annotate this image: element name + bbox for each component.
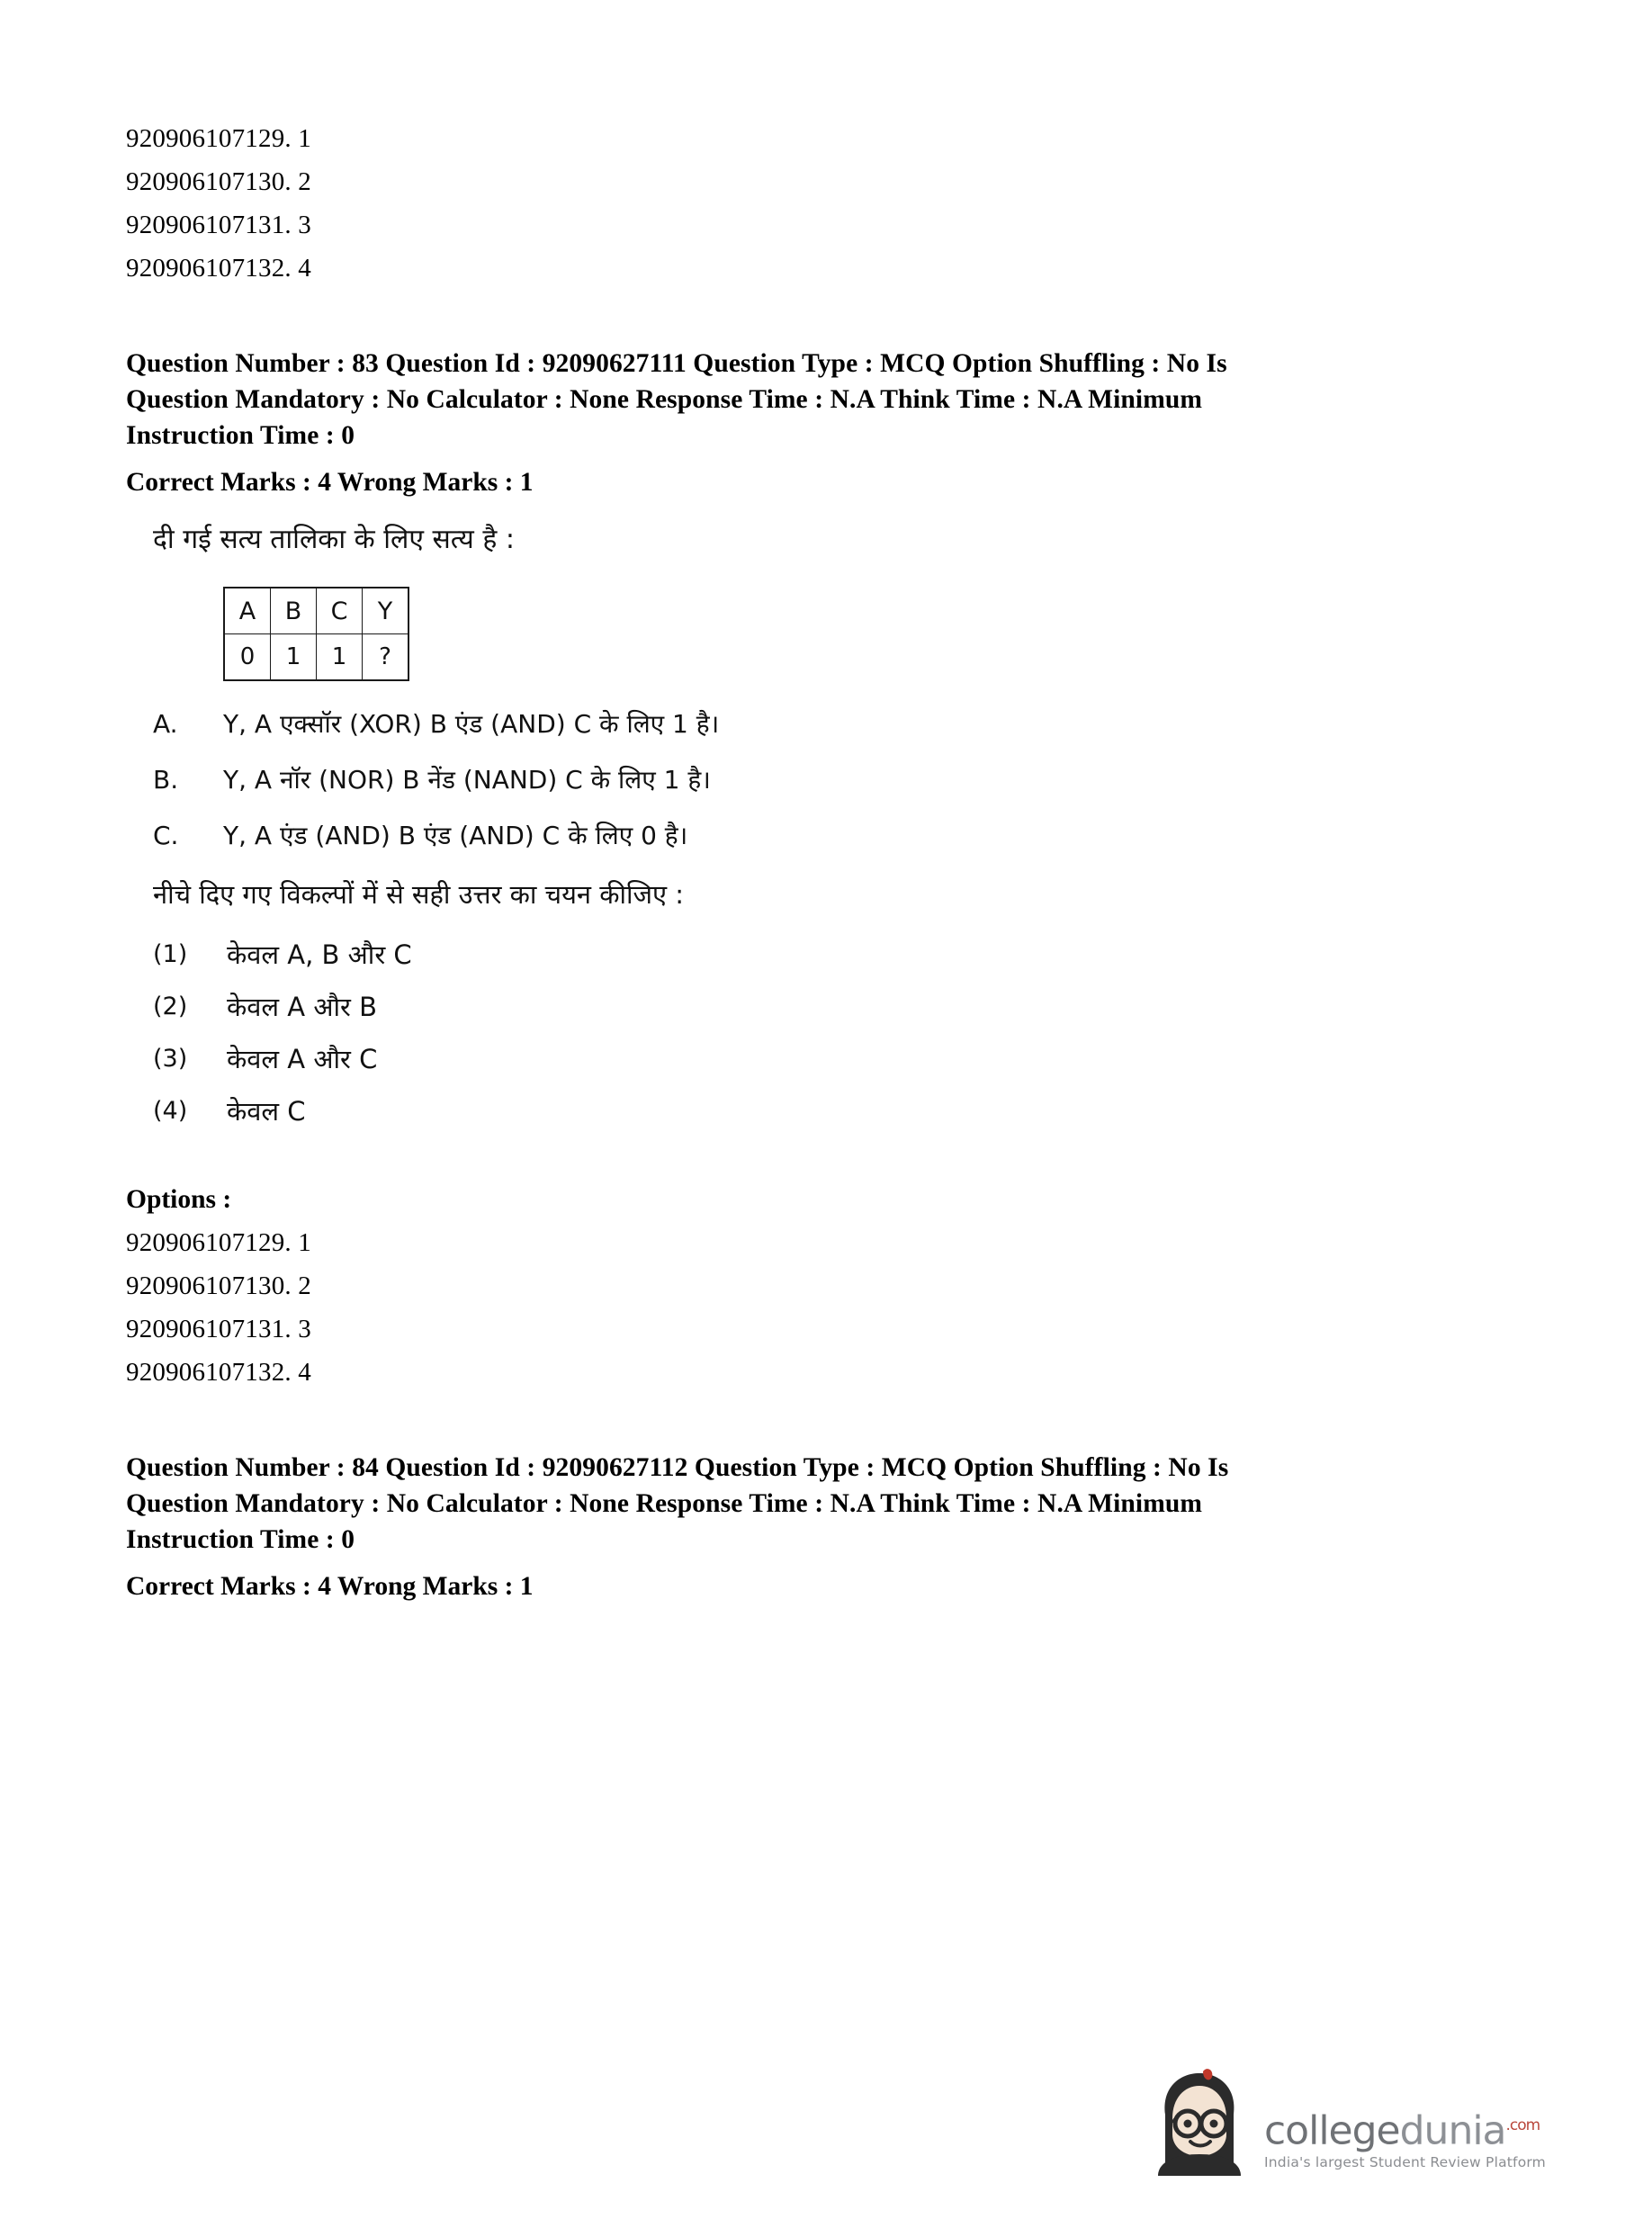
brand-name-part-2: dunia [1399, 2108, 1506, 2154]
statement-text: Y, A एक्सॉर (XOR) B एंड (AND) C के लिए 1 है। [223, 709, 720, 739]
question-meta [126, 346, 1494, 454]
statement-label: C. [153, 821, 179, 850]
collegedunia-mascot-icon [1149, 2068, 1250, 2176]
option-id-line: 920906107132. 4 [126, 254, 311, 283]
section-spacer [126, 290, 1494, 346]
question-meta [126, 1450, 1494, 1558]
truth-table-header-cell: C [317, 588, 363, 634]
answer-choice-list [153, 937, 1494, 1129]
question-meta-line-1: Question Number : 84 Question Id : 92090627112 Question Type : MCQ Option Shuffling : No Is [126, 1453, 1229, 1482]
question-meta-line-2: Question Mandatory : No Calculator : None Response Time : N.A Think Time : N.A Minimum [126, 1489, 1203, 1518]
option-id-line: 920906107130. 2 [126, 167, 311, 196]
option-id-line: 920906107129. 1 [126, 124, 311, 153]
statement-label: A. [153, 709, 178, 739]
answer-choice [153, 1093, 1494, 1129]
document-content [126, 117, 1494, 1608]
answer-choice-text: केवल A, B और C [227, 939, 412, 970]
truth-table-cell: 0 [224, 634, 271, 681]
question-marks: Correct Marks : 4 Wrong Marks : 1 [126, 468, 534, 497]
answer-choice-number: (4) [153, 1097, 188, 1125]
statement-item [153, 706, 1494, 742]
answer-choice [153, 989, 1494, 1025]
truth-table-header-cell: B [271, 588, 317, 634]
answer-choice-text: केवल A और C [227, 1044, 378, 1074]
option-id-line: 920906107130. 2 [126, 1271, 311, 1300]
statement-text: Y, A एंड (AND) B एंड (AND) C के लिए 0 है। [223, 821, 688, 850]
question-stem: दी गई सत्य तालिका के लिए सत्य है : [153, 524, 515, 555]
truth-table-header-cell: Y [363, 588, 409, 634]
spacer [126, 504, 1494, 520]
brand-name-suffix: .com [1505, 2116, 1540, 2135]
brand-name [1264, 2105, 1540, 2152]
collegedunia-watermark [1149, 2068, 1546, 2176]
question-block-83 [126, 346, 1494, 1394]
question-block-84 [126, 1450, 1494, 1608]
options-label: Options : [126, 1185, 232, 1214]
option-id-line: 920906107131. 3 [126, 1315, 311, 1343]
brand-tagline: India's largest Student Review Platform [1263, 2154, 1546, 2170]
brand-name-part-1: college [1263, 2108, 1400, 2154]
truth-table-header-cell: A [224, 588, 271, 634]
answer-choice [153, 1041, 1494, 1077]
answer-choice-text: केवल A और B [227, 992, 377, 1022]
question-meta-line-3: Instruction Time : 0 [126, 1525, 355, 1554]
statement-text: Y, A नॉर (NOR) B नेंड (NAND) C के लिए 1 है। [223, 765, 711, 795]
truth-table-header-row [224, 588, 409, 634]
question-option-ids [126, 1221, 1494, 1394]
statement-item [153, 818, 1494, 854]
question-marks: Correct Marks : 4 Wrong Marks : 1 [126, 1572, 534, 1601]
previous-question-option-ids [126, 117, 1494, 290]
answer-choice-text: केवल C [227, 1096, 306, 1127]
collegedunia-wordmark [1264, 2105, 1546, 2176]
spacer [126, 1145, 1494, 1178]
answer-choice-number: (3) [153, 1045, 188, 1073]
truth-table [223, 587, 409, 681]
option-id-line: 920906107132. 4 [126, 1358, 311, 1387]
question-meta-line-3: Instruction Time : 0 [126, 421, 355, 450]
option-id-line: 920906107129. 1 [126, 1228, 311, 1257]
statement-item [153, 762, 1494, 798]
truth-table-cell: 1 [317, 634, 363, 681]
section-spacer [126, 1394, 1494, 1450]
question-meta-line-2: Question Mandatory : No Calculator : None Response Time : N.A Think Time : N.A Minimum [126, 385, 1203, 414]
truth-table-cell: ? [363, 634, 409, 681]
statement-label: B. [153, 765, 179, 795]
question-meta-line-1: Question Number : 83 Question Id : 92090627111 Question Type : MCQ Option Shuffling : No Is [126, 349, 1227, 378]
statement-list [153, 706, 1494, 854]
choose-instruction: नीचे दिए गए विकल्पों में से सही उत्तर का चयन कीजिए : [153, 879, 685, 910]
answer-choice [153, 937, 1494, 973]
question-body [153, 520, 1494, 1129]
answer-choice-number: (1) [153, 940, 188, 968]
truth-table-row [224, 634, 409, 681]
truth-table-cell: 1 [271, 634, 317, 681]
option-id-line: 920906107131. 3 [126, 211, 311, 239]
answer-choice-number: (2) [153, 993, 188, 1020]
